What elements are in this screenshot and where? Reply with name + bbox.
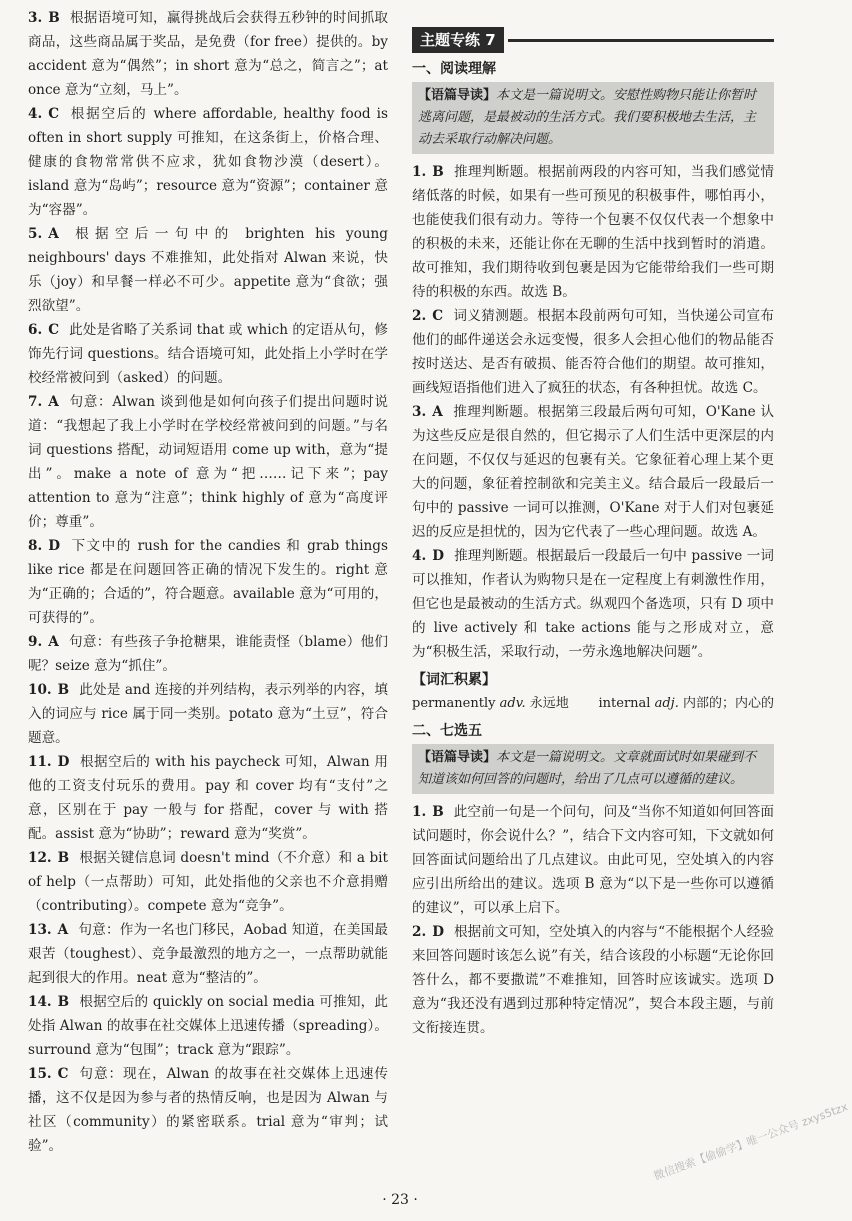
answer-letter: A	[48, 226, 59, 242]
explanation-text: 根据空后的 with his paycheck 可知，Alwan 用他的工资支付玩乐的费用。pay 和 cover 均有“支付”之意，区别在于 pay 一般与 for 搭配，cover 与 with 搭配。assist 意为“协助”；reward 意为“奖赏”。	[28, 754, 388, 842]
answer-item	[412, 800, 774, 920]
answer-letter: C	[57, 1066, 69, 1082]
topic-title: 主题专练 7	[412, 27, 504, 53]
section-reading-title: 一、阅读理解	[412, 61, 496, 77]
vocab-item: internal adj. 内部的；内心的	[598, 696, 774, 711]
answer-item	[412, 544, 774, 664]
answer-item	[28, 318, 388, 390]
topic-header	[412, 26, 774, 54]
answer-item	[412, 304, 774, 400]
question-number: 8.	[28, 538, 43, 554]
question-number: 7.	[28, 394, 43, 410]
answer-item	[28, 1062, 388, 1158]
left-column	[28, 6, 388, 1158]
answer-letter: B	[432, 164, 444, 180]
answer-letter: B	[48, 10, 60, 26]
guide-label: 【语篇导读】	[418, 750, 497, 765]
explanation-text: 根据空后一句中的 brighten his young neighbours' days 不难推知，此处指对 Alwan 来说，快乐（joy）和早餐一样必不可少。appetite 意为“食欲；强烈欲望”。	[28, 226, 388, 314]
answer-letter: D	[57, 754, 70, 770]
question-number: 4.	[28, 106, 43, 122]
question-number: 6.	[28, 322, 43, 338]
answer-item	[28, 222, 388, 318]
answer-letter: A	[48, 394, 59, 410]
explanation-text: 句意：作为一名也门移民，Aobad 知道，在美国最艰苦（toughest）、竞争最激烈的地方之一，一点帮助就能起到很大的作用。neat 意为“整洁的”。	[28, 922, 388, 986]
explanation-text: 此处是省略了关系词 that 或 which 的定语从句，修饰先行词 questions。结合语境可知，此处指上小学时在学校经常被问到（asked）的问题。	[28, 322, 388, 386]
question-number: 4.	[412, 548, 427, 564]
answer-item	[28, 630, 388, 678]
explanation-text: 推理判断题。根据前两段的内容可知，当我们感觉情绪低落的时候，如果有一些可预见的积极事件，哪怕再小，也能使我们很有动力。等待一个包裹不仅仅代表一个想象中的积极的未来，还能让你在无聊的生活中找到暂时的消遣。故可推知，我们期待收到包裹是因为它能带给我们一些可期待的积极的东西。故选 B。	[412, 164, 774, 300]
question-number: 11.	[28, 754, 52, 770]
explanation-text: 根据语境可知，赢得挑战后会获得五秒钟的时间抓取商品，这些商品属于奖品，是免费（for free）提供的。by accident 意为“偶然”；in short 意为“总之，简言之”；at once 意为“立刻，马上”。	[28, 10, 388, 98]
answer-item	[28, 534, 388, 630]
explanation-text: 词义猜测题。根据本段前两句可知，当快递公司宣布他们的邮件递送会永远变慢，很多人会担心他们的物品能否按时送达、是否有破损、能否符合他们的期望。故可推知，画线短语指他们进入了疯狂的状态，有各种担忧。故选 C。	[412, 308, 774, 396]
explanation-text: 推理判断题。根据最后一段最后一句中 passive 一词可以推知，作者认为购物只是在一定程度上有刺激性作用，但它也是最被动的生活方式。纵观四个备选项，只有 D 项中的 live actively 和 take actions 能与之形成对立，意为“积极生活，采取行动，一劳永逸地解决问题”。	[412, 548, 774, 660]
answer-letter: C	[48, 322, 60, 338]
answer-letter: B	[57, 850, 70, 866]
answer-letter: D	[48, 538, 60, 554]
explanation-text: 此处是 and 连接的并列结构，表示列举的内容，填入的词应与 rice 属于同一类别。potato 意为“土豆”，符合题意。	[28, 682, 388, 746]
explanation-text: 根据前文可知，空处填入的内容与“不能根据个人经验来回答问题时该怎么说”有关，结合该段的小标题“无论你回答什么，都不要撒谎”不难推知，回答时应该诚实。选项 D 意为“我还没有遇到过那种特定情况”，契合本段主题，与前文衔接连贯。	[412, 924, 774, 1036]
explanation-text: 此空前一句是一个问句，问及“当你不知道如何回答面试问题时，你会说什么？”，结合下文内容可知，下文就如何回答面试问题给出了几点建议。由此可见，空处填入的内容应引出所给出的建议。选项 B 意为“以下是一些你可以遵循的建议”，可以承上启下。	[412, 804, 774, 916]
question-number: 15.	[28, 1066, 52, 1082]
explanation-text: 根据空后的 quickly on social media 可推知，此处指 Alwan 的故事在社交媒体上迅速传播（spreading）。surround 意为“包围”；track 意为“跟踪”。	[28, 994, 388, 1058]
question-number: 3.	[412, 404, 427, 420]
answer-letter: A	[57, 922, 69, 938]
answer-item	[28, 390, 388, 534]
question-number: 5.	[28, 226, 43, 242]
explanation-text: 句意：Alwan 谈到他是如何向孩子们提出问题时说道：“我想起了我上小学时在学校经常被问到的问题。”与名词 questions 搭配，动词短语用 come up with，意为“提出”。make a note of 意为“把……记下来”；pay attention to 意为“注意”；think highly of 意为“高度评价；尊重”。	[28, 394, 388, 530]
question-number: 1.	[412, 164, 427, 180]
explanation-text: 根据关键信息词 doesn't mind（不介意）和 a bit of help（一点帮助）可知，此处指他的父亲也不介意捐赠（contributing）。compete 意为“竞争”。	[28, 850, 388, 914]
question-number: 10.	[28, 682, 52, 698]
answer-letter: D	[432, 548, 444, 564]
watermark: 微信搜索【偷偷学】唯一公众号 zxys5tzx	[651, 1100, 850, 1183]
explanation-text: 推理判断题。根据第三段最后两句可知，O'Kane 认为这些反应是很自然的，但它揭示了人们生活中更深层的内在问题，不仅仅与延迟的包裹有关。它象征着心理上某个更大的问题，象征着控制欲和完美主义。结合最后一段最后一句中的 passive 一词可以推测，O'Kane 对于人们对包裹延迟的反应是担忧的，因为它代表了一些心理问题。故选 A。	[412, 404, 774, 540]
answer-letter: A	[432, 404, 443, 420]
answer-letter: B	[432, 804, 444, 820]
question-number: 3.	[28, 10, 43, 26]
answer-letter: B	[57, 682, 70, 698]
answer-letter: D	[432, 924, 444, 940]
page-number: · 23 ·	[382, 1192, 418, 1208]
explanation-text: 句意：现在，Alwan 的故事在社交媒体上迅速传播，这不仅是因为参与者的热情反响，也是因为 Alwan 与社区（community）的紧密联系。trial 意为“审判；试验”。	[28, 1066, 388, 1154]
answer-item	[412, 920, 774, 1040]
answer-letter: B	[57, 994, 70, 1010]
answer-item	[412, 160, 774, 304]
question-number: 2.	[412, 924, 427, 940]
explanation-text: 根据空后的 where affordable, healthy food is often in short supply 可推知，在这条街上，价格合理、健康的食物常常供不应求，犹如食物沙漠（desert）。island 意为“岛屿”；resource 意为“资源”；container 意为“容器”。	[28, 106, 388, 218]
question-number: 12.	[28, 850, 52, 866]
right-column	[412, 6, 774, 1040]
section-seven-choose-five-title: 二、七选五	[412, 723, 482, 739]
answer-item	[28, 918, 388, 990]
question-number: 9.	[28, 634, 43, 650]
answer-item	[28, 846, 388, 918]
vocab-item: permanently adv. 永远地	[412, 696, 569, 711]
answer-letter: C	[432, 308, 444, 324]
answer-letter: C	[48, 106, 60, 122]
answer-item	[28, 990, 388, 1062]
answer-letter: A	[48, 634, 59, 650]
explanation-text: 句意：有些孩子争抢糖果，谁能责怪（blame）他们呢？seize 意为“抓住”。	[28, 634, 388, 674]
topic-rule	[508, 39, 774, 42]
reading-guide	[412, 82, 774, 154]
guide-label: 【语篇导读】	[418, 88, 497, 103]
question-number: 1.	[412, 804, 427, 820]
question-number: 13.	[28, 922, 52, 938]
answer-item	[412, 400, 774, 544]
answer-item	[28, 678, 388, 750]
explanation-text: 下文中的 rush for the candies 和 grab things like rice 都是在问题回答正确的情况下发生的。right 意为“正确的；合适的”，符合题意。available 意为“可用的，可获得的”。	[28, 538, 388, 626]
seven-choose-five-guide	[412, 744, 774, 794]
guide-text: 本文是一篇说明文。文章就面试时如果碰到不知道该如何回答的问题时，给出了几点可以遵循的建议。	[418, 750, 757, 787]
vocab-list	[412, 692, 774, 716]
guide-text: 本文是一篇说明文。安慰性购物只能让你暂时逃离问题，是最被动的生活方式。我们要积极地去生活，主动去采取行动解决问题。	[418, 88, 757, 147]
vocab-title: 【词汇积累】	[412, 672, 496, 688]
answer-item	[28, 750, 388, 846]
question-number: 14.	[28, 994, 52, 1010]
answer-item	[28, 6, 388, 102]
question-number: 2.	[412, 308, 427, 324]
answer-item	[28, 102, 388, 222]
